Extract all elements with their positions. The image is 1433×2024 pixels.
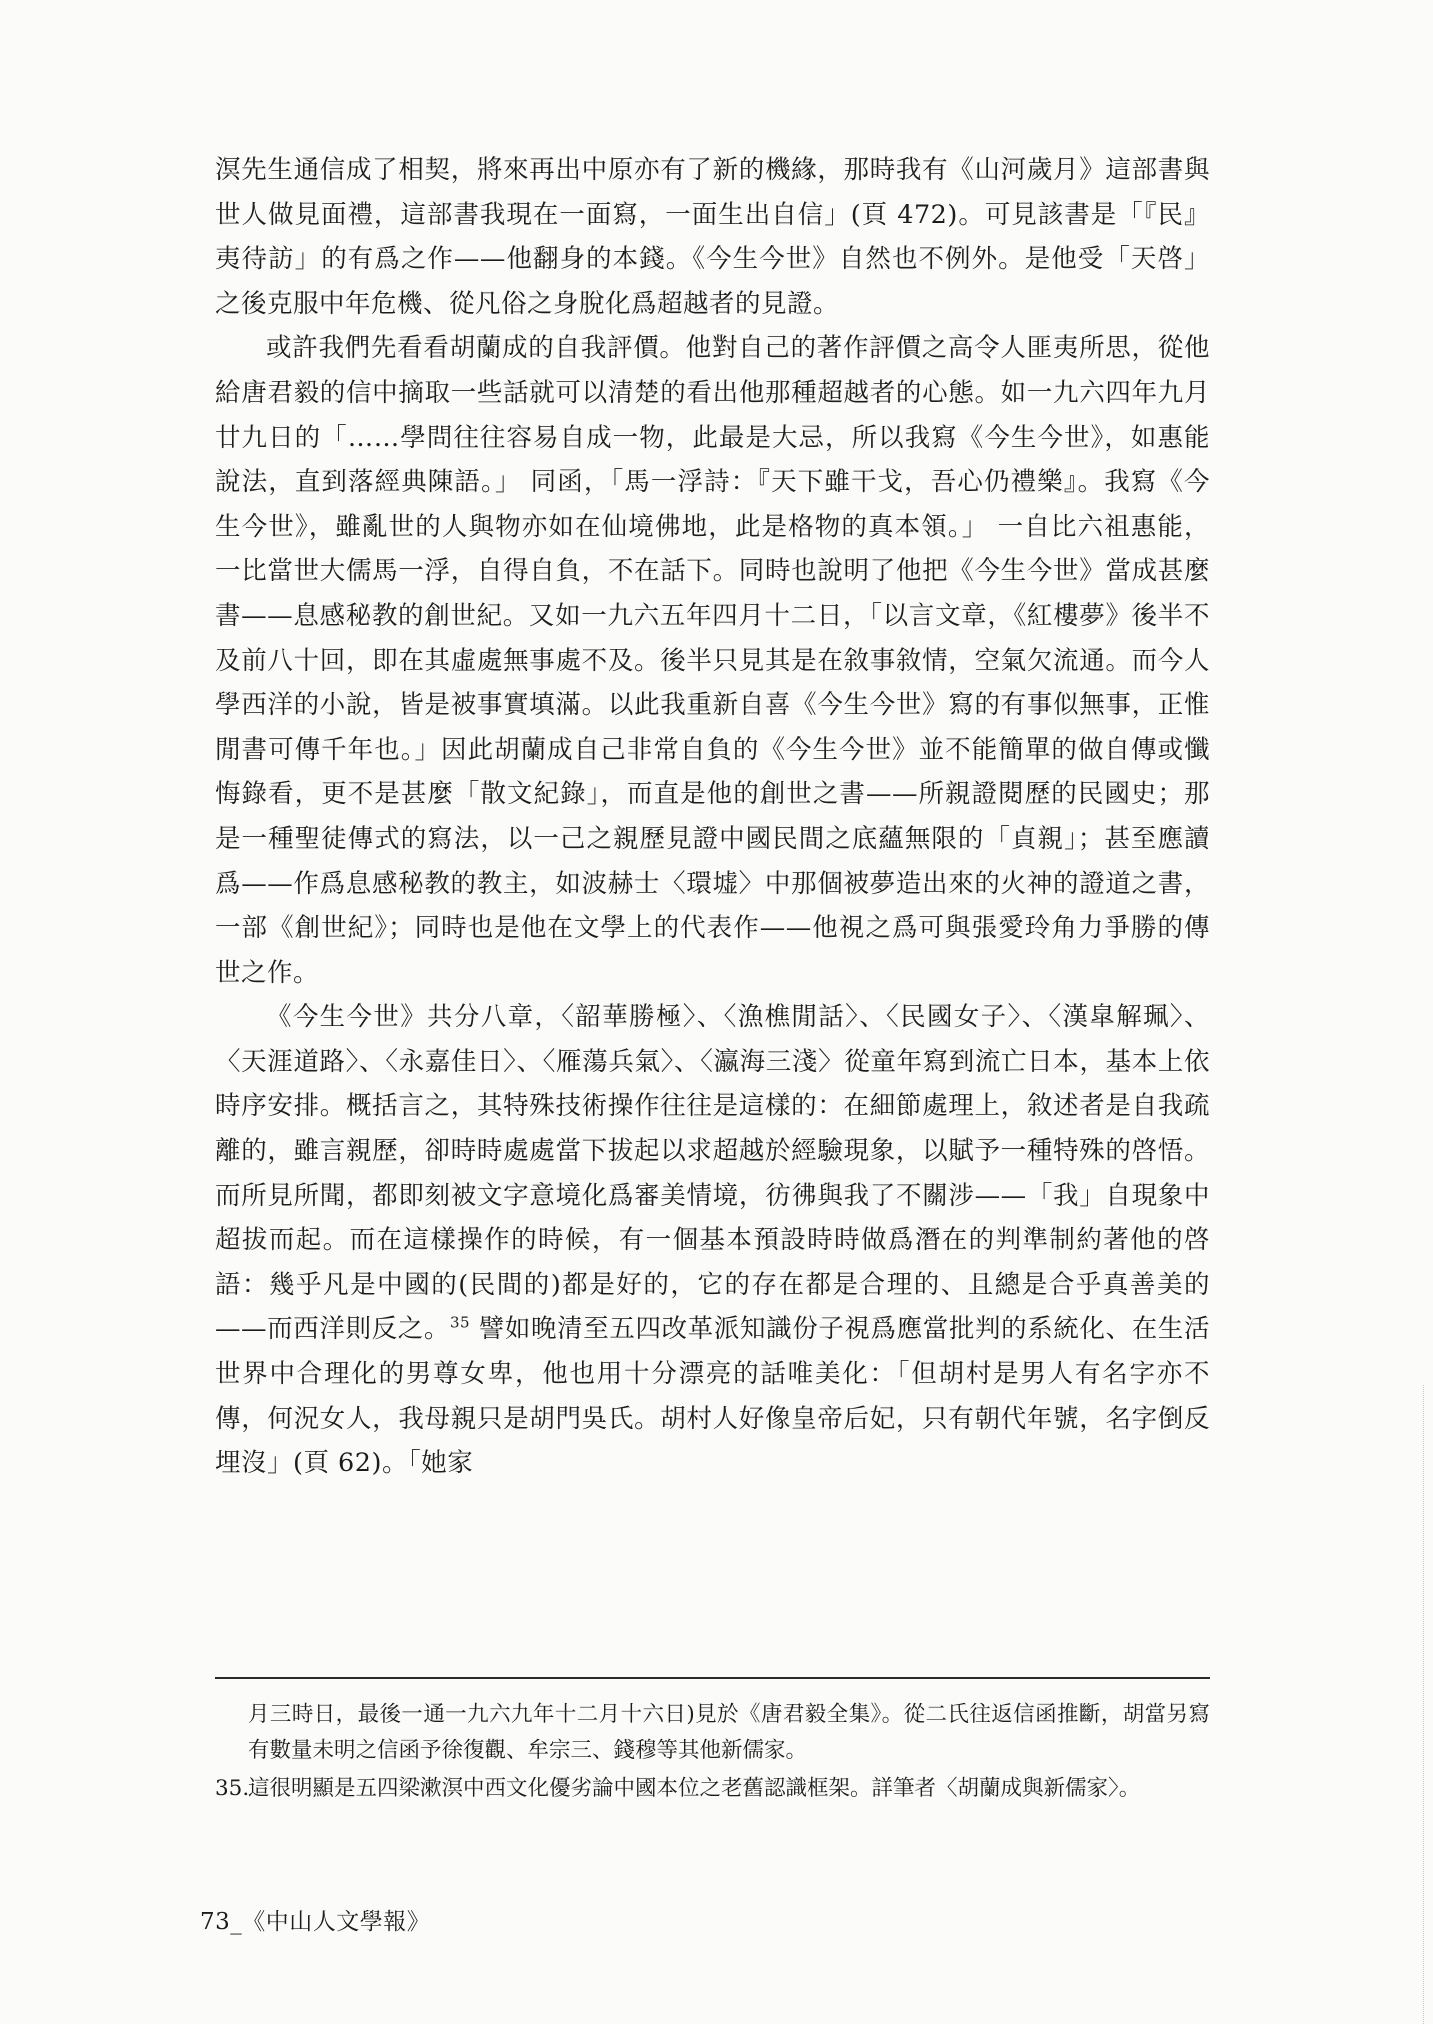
paragraph-3-part-1: 《今生今世》共分八章，〈韶華勝極〉、〈漁樵閒話〉、〈民國女子〉、〈漢皐解珮〉、〈天涯道路〉、〈永嘉佳日〉、〈雁蕩兵氣〉、〈瀛海三淺〉從童年寫到流亡日本，基本上依時序安排。概括言之，其特殊技術操作往往是這樣的：在細節處理上，敘述者是自我疏離的，雖言親歷，卻時時處處當下拔起以求超越於經驗現象，以賦予一種特殊的啓悟。而所見所聞，都即刻被文字意境化爲審美情境，彷彿與我了不關涉——「我」自現象中超拔而起。而在這樣操作的時候，有一個基本預設時時做爲潛在的判準制約著他的啓語：幾乎凡是中國的(民間的)都是好的，它的存在都是合理的、且總是合乎真善美的——而西洋則反之。: [215, 1002, 1210, 1345]
body-text: [215, 148, 1210, 1486]
footnote-number: 35.: [215, 1776, 250, 1801]
page-footer: 73_《中山人文學報》: [200, 1909, 431, 1935]
paragraph-3: [215, 995, 1210, 1486]
paragraph-3-part-2: 譬如晚清至五四改革派知識份子視爲應當批判的系統化、在生活世界中合理化的男尊女卑，他也用十分漂亮的話唯美化：「但胡村是男人有名字亦不傳，何況女人，我母親只是胡門吳氏。胡村人好像皇帝后妃，只有朝代年號，名字倒反埋沒」(頁 62)。「她家: [215, 1314, 1210, 1479]
footnotes: [215, 1697, 1210, 1809]
footnote-continuation: 月三時日，最後一通一九六九年十二月十六日)見於《唐君毅全集》。從二氏往返信函推斷，胡當另寫有數量未明之信函予徐復觀、牟宗三、錢穆等其他新儒家。: [248, 1702, 1210, 1763]
paragraph-2: 或許我們先看看胡蘭成的自我評價。他對自己的著作評價之高令人匪夷所思，從他給唐君毅的信中摘取一些話就可以清楚的看出他那種超越者的心態。如一九六四年九月廿九日的「……學問往往容易自成一物，此最是大忌，所以我寫《今生今世》，如惠能說法，直到落經典陳語。」 同函，「馬一浮詩：『天下雖干戈，吾心仍禮樂』。我寫《今生今世》，雖亂世的人與物亦如在仙境佛地，此是格物的真本領。」 一自比六祖惠能，一比當世大儒馬一浮，自得自負，不在話下。同時也說明了他把《今生今世》當成甚麼書——息感秘教的創世紀。又如一九六五年四月十二日，「以言文章，《紅樓夢》後半不及前八十回，即在其虛處無事處不及。後半只見其是在敘事敘情，空氣欠流通。而今人學西洋的小說，皆是被事實填滿。以此我重新自喜《今生今世》寫的有事似無事，正惟閒書可傳千年也。」因此胡蘭成自己非常自負的《今生今世》並不能簡單的做自傳或懺悔錄看，更不是甚麼「散文紀錄」，而直是他的創世之書——所親證閱歷的民國史；那是一種聖徒傳式的寫法，以一己之親歷見證中國民間之底蘊無限的「貞親」；甚至應讀爲——作爲息感秘教的教主，如波赫士〈環墟〉中那個被夢造出來的火神的證道之書，一部《創世紀》；同時也是他在文學上的代表作——他視之爲可與張愛玲角力爭勝的傳世之作。: [215, 333, 1210, 988]
footnote-text: 這很明顯是五四梁漱溟中西文化優劣論中國本位之老舊認識框架。詳筆者〈胡蘭成與新儒家〉。: [248, 1776, 1141, 1801]
paragraph-1: 溟先生通信成了相契，將來再出中原亦有了新的機緣，那時我有《山河歲月》這部書與世人做見面禮，這部書我現在一面寫，一面生出自信」(頁 472)。可見該書是「『民』夷待訪」的有爲之作——他翻身的本錢。《今生今世》自然也不例外。是他受「天啓」之後克服中年危機、從凡俗之身脫化爲超越者的見證。: [215, 155, 1210, 319]
footnote-reference-35[interactable]: 35: [449, 1313, 471, 1332]
footnote-divider: [215, 1677, 1210, 1679]
scan-edge-mark: [1423, 1385, 1425, 2024]
footnote-35: [215, 1771, 1210, 1807]
